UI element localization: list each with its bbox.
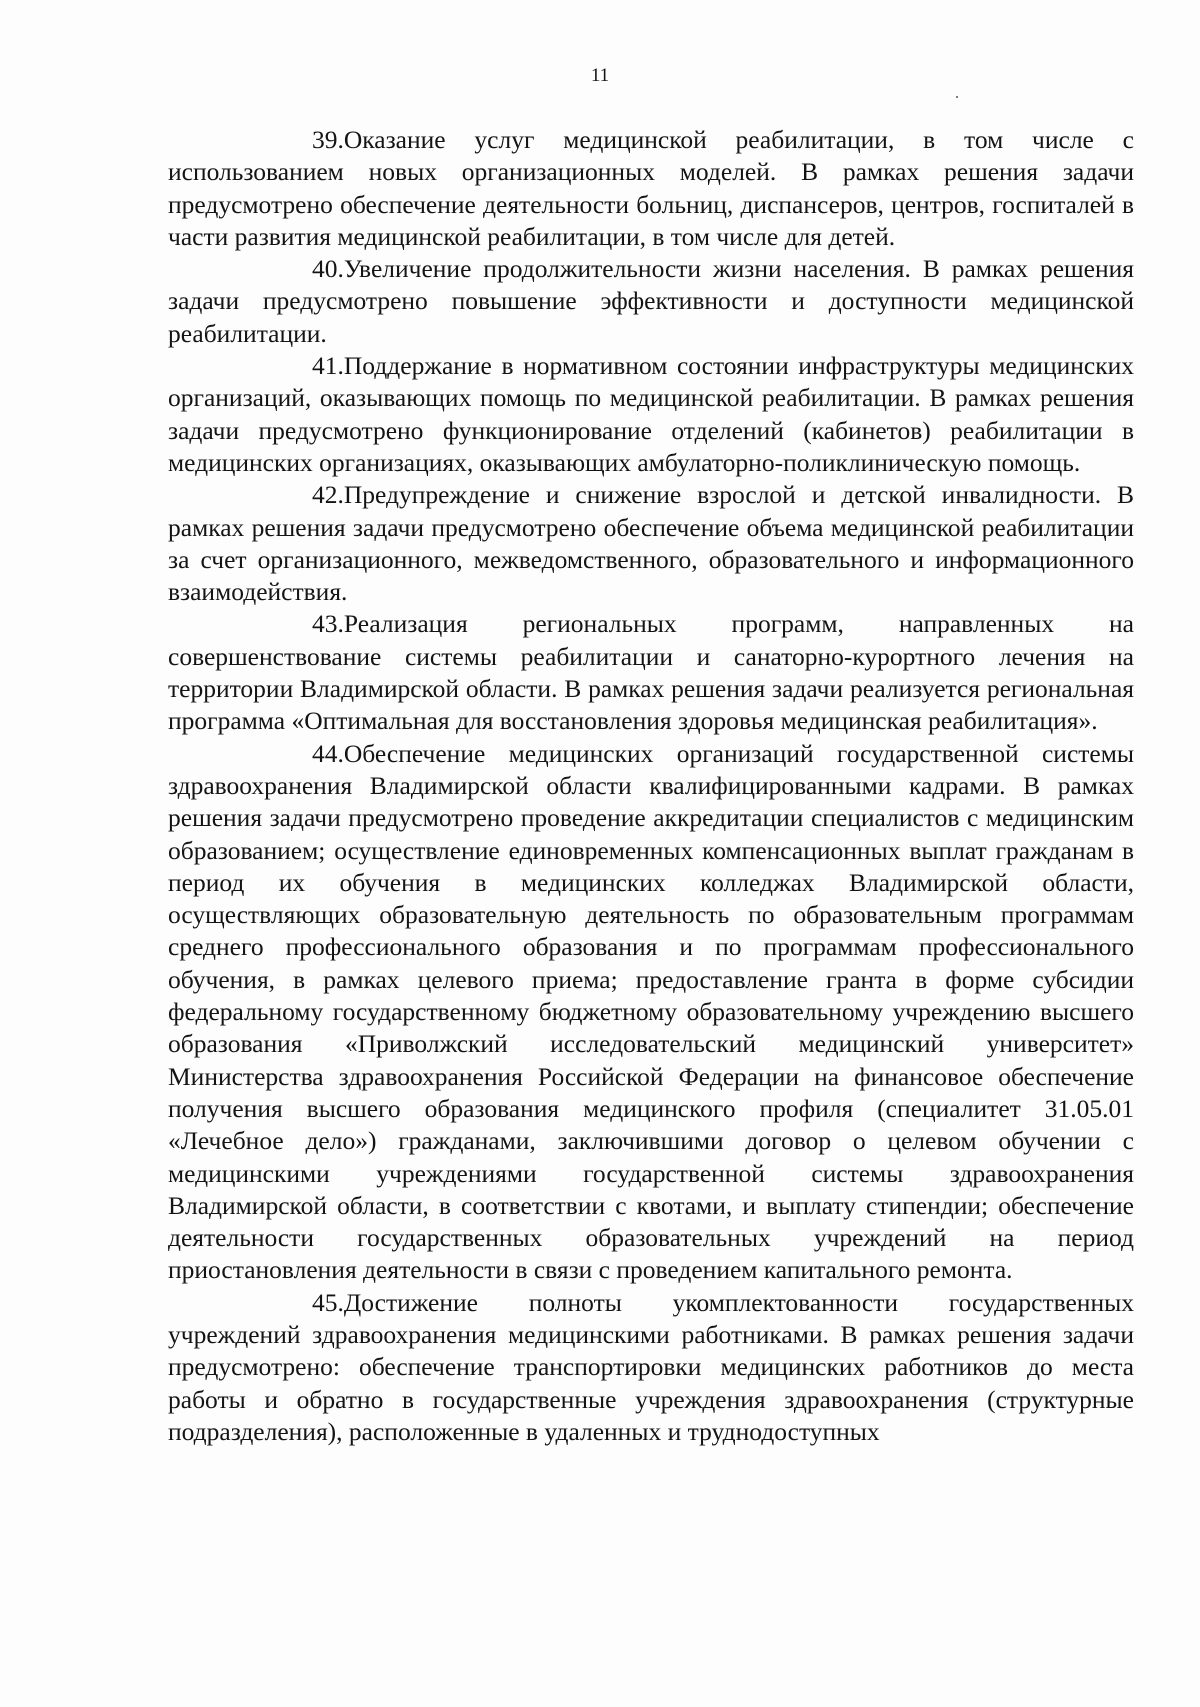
- paragraph-text: Увеличение продолжительности жизни населения. В рамках решения задачи предусмотрено повышение эффективности и доступности медицинской реабилитации.: [168, 254, 1134, 348]
- paragraph-45: [168, 1287, 1134, 1448]
- paragraph-text: Достижение полноты укомплектованности государственных учреждений здравоохранения медицинскими работниками. В рамках решения задачи предусмотрено: обеспечение транспортировки медицинских работников до места работы и обратно в государственные учреждения здравоохранения (структурные подразделения), расположенные в удаленных и труднодоступных: [168, 1287, 1134, 1446]
- paragraph-44: [168, 738, 1134, 1287]
- page-number: 11: [590, 65, 610, 86]
- paragraph-39: [168, 124, 1134, 253]
- paragraph-text: Реализация региональных программ, направленных на совершенствование системы реабилитации и санаторно-курортного лечения на территории Владимирской области. В рамках решения задачи реализуется региональная программа «Оптимальная для восстановления здоровья медицинская реабилитация».: [168, 609, 1134, 736]
- paragraph-43: [168, 608, 1134, 737]
- paragraph-number: 40.: [312, 254, 344, 284]
- paragraph-text: Оказание услуг медицинской реабилитации, в том числе с использованием новых организационных моделей. В рамках решения задачи предусмотрено обеспечение деятельности больниц, диспансеров, центров, госпиталей в части развития медицинской реабилитации, в том числе для детей.: [168, 125, 1134, 251]
- paragraph-number: 39.: [312, 125, 344, 154]
- paragraph-number: 45.: [312, 1287, 344, 1317]
- paragraph-text: Предупреждение и снижение взрослой и детской инвалидности. В рамках решения задачи предусмотрено обеспечение объема медицинской реабилитации за счет организационного, межведомственного, образовательного и информационного взаимодействия.: [168, 480, 1134, 607]
- document-body: [168, 124, 1134, 1448]
- paragraph-number: 44.: [312, 738, 344, 768]
- scan-speck: [956, 96, 958, 98]
- paragraph-number: 41.: [312, 351, 344, 381]
- paragraph-number: 42.: [312, 480, 344, 510]
- paragraph-text: Обеспечение медицинских организаций государственной системы здравоохранения Владимирской области квалифицированными кадрами. В рамках решения задачи предусмотрено проведение аккредитации специалистов с медицинским образованием; осуществление единовременных компенсационных выплат гражданам в период их обучения в медицинских колледжах Владимирской области, осуществляющих образовательную деятельность по образовательным программам среднего профессионального образования и по программам профессионального обучения, в рамках целевого приема; предоставление гранта в форме субсидии федеральному государственному бюджетному образовательному учреждению высшего образования «Приволжский исследовательский медицинский университет» Министерства здравоохранения Российской Федерации на финансовое обеспечение получения высшего образования медицинского профиля (специалитет 31.05.01 «Лечебное дело») гражданами, заключившими договор о целевом обучении с медицинскими учреждениями государственной системы здравоохранения Владимирской области, в соответствии с квотами, и выплату стипендии; обеспечение деятельности государственных образовательных учреждений на период приостановления деятельности в связи с проведением капитального ремонта.: [168, 738, 1134, 1285]
- paragraph-42: [168, 479, 1134, 608]
- paragraph-40: [168, 253, 1134, 350]
- paragraph-number: 43.: [312, 609, 344, 639]
- paragraph-text: Поддержание в нормативном состоянии инфраструктуры медицинских организаций, оказывающих помощь по медицинской реабилитации. В рамках решения задачи предусмотрено функционирование отделений (кабинетов) реабилитации в медицинских организациях, оказывающих амбулаторно-поликлиническую помощь.: [168, 351, 1134, 477]
- paragraph-41: [168, 350, 1134, 479]
